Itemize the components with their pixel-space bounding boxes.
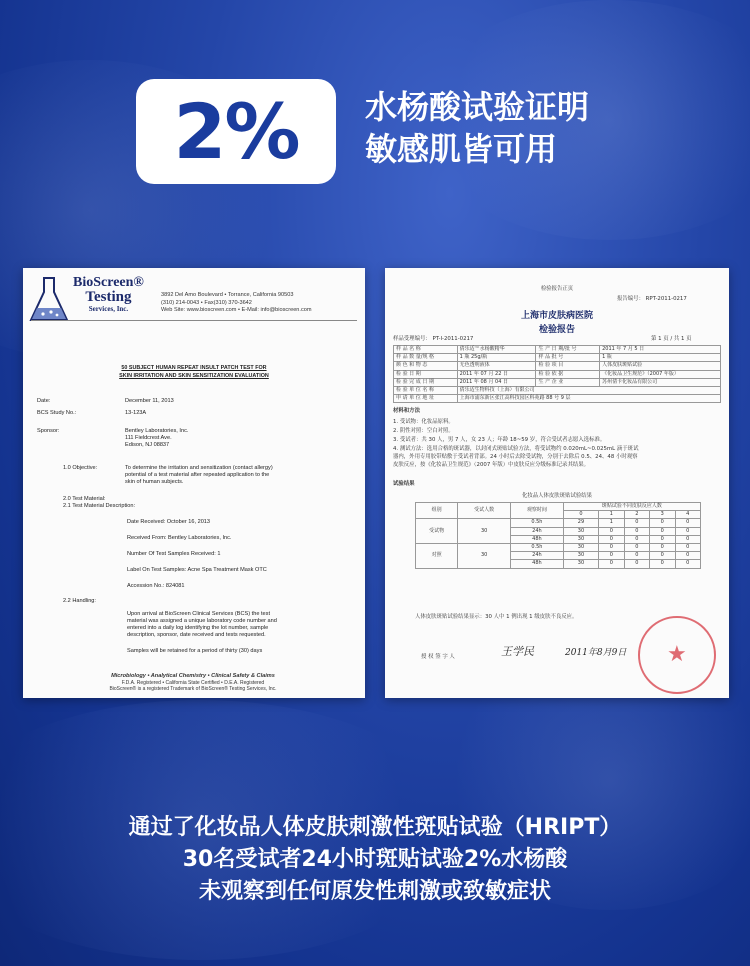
percent-badge bbox=[136, 79, 336, 184]
method-line: 器内，外用专用胶带贴敷于受试者背部。24 小时后去除受试物，分别于去除后 0.5、24、48 小时观察 bbox=[393, 454, 638, 460]
table-row: 48h 30 0 0 0 0 bbox=[416, 535, 701, 543]
footer: Microbiology • Analytical Chemistry • Clinical Safety & Claims F.D.A. Registered • California State Certified • D.E.A. Registered BioScreen® is a registered Trademark of BioScreen® Testing Services, Inc. bbox=[109, 673, 277, 692]
test-material-label: 2.0 Test Material: bbox=[63, 496, 106, 502]
sample-number: 样品受理编号： PT-I-2011-0217 bbox=[393, 336, 474, 342]
info-row: 样 品 数 量/规 格 1 瓶 25g/瓶 样 品 批 号 1 瓶 bbox=[394, 354, 721, 362]
handling-line-3: entered into a daily log identifying the lot number, sample bbox=[127, 625, 269, 631]
results-table bbox=[415, 502, 701, 569]
percent-value: 2% bbox=[173, 87, 299, 176]
page-number: 第 1 页 / 共 1 页 bbox=[651, 336, 692, 342]
objective-line-1: To determine the irritation and sensitization (contact allergy) bbox=[125, 465, 273, 471]
headline bbox=[365, 86, 589, 170]
material-field: Received From: Bentley Laboratories, Inc. bbox=[127, 535, 232, 541]
material-field: Date Received: October 16, 2013 bbox=[127, 519, 211, 525]
sponsor-address-2: Edison, NJ 08837 bbox=[125, 442, 170, 448]
divider bbox=[31, 320, 357, 321]
study-no-value: 13-123A bbox=[125, 410, 147, 416]
info-row: 检 验 日 期 2011 年 07 月 22 日 检 验 依 据 《化妆品卫生规范》（2007 年版） bbox=[394, 370, 721, 378]
table-header-row: 0 1 2 3 4 bbox=[416, 511, 701, 519]
bioscreen-report bbox=[23, 268, 365, 698]
table-row: 24h 30 0 0 0 0 bbox=[416, 552, 701, 560]
info-row: 申 请 单 位 地 址 上海市浦东新区张江高科技园区科苑路 88 号 9 层 bbox=[394, 395, 721, 403]
objective-label: 1.0 Objective: bbox=[63, 465, 98, 471]
info-row: 检 验 单 位 名 称 倩乐适生物科技（上海）有限公司 bbox=[394, 386, 721, 394]
headline-line-2: 敏感肌皆可用 bbox=[365, 130, 558, 168]
table-caption: 化妆品人体皮肤斑贴试验结果 bbox=[521, 493, 593, 499]
material-field: Label On Test Samples: Acne Spa Treatment Mask OTC bbox=[127, 567, 267, 573]
headline-line-1: 水杨酸试验证明 bbox=[365, 88, 590, 126]
sponsor-value: Bentley Laboratories, Inc. bbox=[125, 428, 189, 434]
caption-line-1: 通过了化妆品人体皮肤刺激性斑贴试验（HRIPT） bbox=[128, 815, 622, 840]
handling-line-1: Upon arrival at BioScreen Clinical Services (BCS) the test bbox=[127, 611, 271, 617]
report-title: 检验报告 bbox=[538, 325, 575, 335]
brand-name: BioScreen® Testing Services, Inc. bbox=[73, 275, 144, 313]
date-label: Date: bbox=[37, 398, 51, 404]
test-material-desc-label: 2.1 Test Material Description: bbox=[63, 503, 136, 509]
method-line: 2. 阴性对照：空白对照。 bbox=[393, 428, 454, 434]
method-line: 皮肤反应，按《化妆品卫生规范》（2007 年版）中皮肤反应分级标准记录其结果。 bbox=[393, 462, 590, 468]
table-row: 对照 30 0.5h 30 0 0 0 0 bbox=[416, 543, 701, 551]
flask-logo-icon bbox=[29, 276, 69, 324]
sponsor-label: Sponsor: bbox=[37, 428, 60, 434]
objective-line-3: skin of human subjects. bbox=[125, 479, 184, 485]
table-header-row: 组别 受试人数 观察时间 斑贴试验不同皮肤反应人数 bbox=[416, 503, 701, 511]
info-row: 颜 色 和 物 态 无色透明液体 检 验 项 目 人体皮肤斑贴试验 bbox=[394, 362, 721, 370]
objective-line-2: potential of a test material after repeated application to the bbox=[125, 472, 270, 478]
report-number: 报告编号： RPT-2011-0217 bbox=[617, 296, 687, 302]
table-row: 48h 30 0 0 0 0 bbox=[416, 560, 701, 568]
retained-text: Samples will be retained for a period of thirty (30) days bbox=[127, 648, 263, 654]
sample-info-table bbox=[393, 345, 721, 403]
conclusion: 人体皮肤斑贴试验结果显示：30 人中 1 例出现 1 级皮肤不良反应。 bbox=[415, 614, 578, 620]
handling-line-2: material was assigned a unique laboratory code number and bbox=[127, 618, 277, 624]
material-field: Number Of Test Samples Received: 1 bbox=[127, 551, 221, 557]
hospital-report bbox=[385, 268, 729, 698]
report-title: 50 SUBJECT HUMAN REPEAT INSULT PATCH TEST FOR SKIN IRRITATION AND SKIN SENSITIZATION EVALUATION bbox=[119, 365, 269, 379]
signature: 王学民 bbox=[501, 645, 534, 658]
caption-line-3: 未观察到任何原发性刺激或致敏症状 bbox=[198, 879, 551, 904]
handling-line-4: description, sponsor, date received and tests requested. bbox=[127, 632, 266, 638]
address-block: 3892 Del Amo Boulevard • Torrance, California 90503 (310) 214-0043 • Fax(310) 370-3642 Web Site: www.bioscreen.com • E-Mail: info@bioscreen.com bbox=[161, 292, 312, 313]
handling-label: 2.2 Handling: bbox=[63, 598, 96, 604]
info-row: 样 品 名 称 倩乐适™水杨酸精华 生 产 日 期/批 号 2011 年 7 月 5 日 bbox=[394, 346, 721, 354]
method-line: 3. 受试者：共 30 人，男 7 人，女 23 人；年龄 18~59 岁，符合受试者志愿入选标准。 bbox=[393, 437, 606, 443]
sponsor-address-1: 111 Fieldcrest Ave. bbox=[125, 435, 172, 441]
caption-line-2: 30名受试者24小时斑贴试验2%水杨酸 bbox=[182, 847, 568, 872]
study-no-label: BCS Study No.: bbox=[37, 410, 77, 416]
official-seal-icon: ★ bbox=[638, 616, 716, 694]
hospital-name: 上海市皮肤病医院 bbox=[520, 311, 593, 321]
info-row: 检 验 完 成 日 期 2011 年 08 月 04 日 生 产 企 业 苏州倩卡化妆品有限公司 bbox=[394, 378, 721, 386]
date-value: December 11, 2013 bbox=[125, 398, 174, 404]
method-line: 4. 测试方法：选用合格的斑试器，以封闭式斑贴试验方法，将受试物约 0.020mL~0.025mL 滴于斑试 bbox=[393, 446, 639, 452]
sign-date: 2011年8月9日 bbox=[565, 648, 627, 658]
table-row: 24h 30 0 0 0 0 bbox=[416, 527, 701, 535]
bottom-caption bbox=[0, 812, 750, 908]
method-line: 1. 受试物：化妆品原料。 bbox=[393, 419, 454, 425]
method-title: 材料和方法 bbox=[393, 408, 420, 414]
material-field: Accession No.: 824081 bbox=[127, 583, 185, 589]
table-row: 受试物 30 0.5h 29 1 0 0 0 bbox=[416, 519, 701, 527]
signer-label: 授 权 签 字 人 bbox=[421, 654, 455, 660]
result-title: 试验结果 bbox=[393, 481, 415, 487]
page-header: 检验报告正页 bbox=[540, 286, 574, 292]
